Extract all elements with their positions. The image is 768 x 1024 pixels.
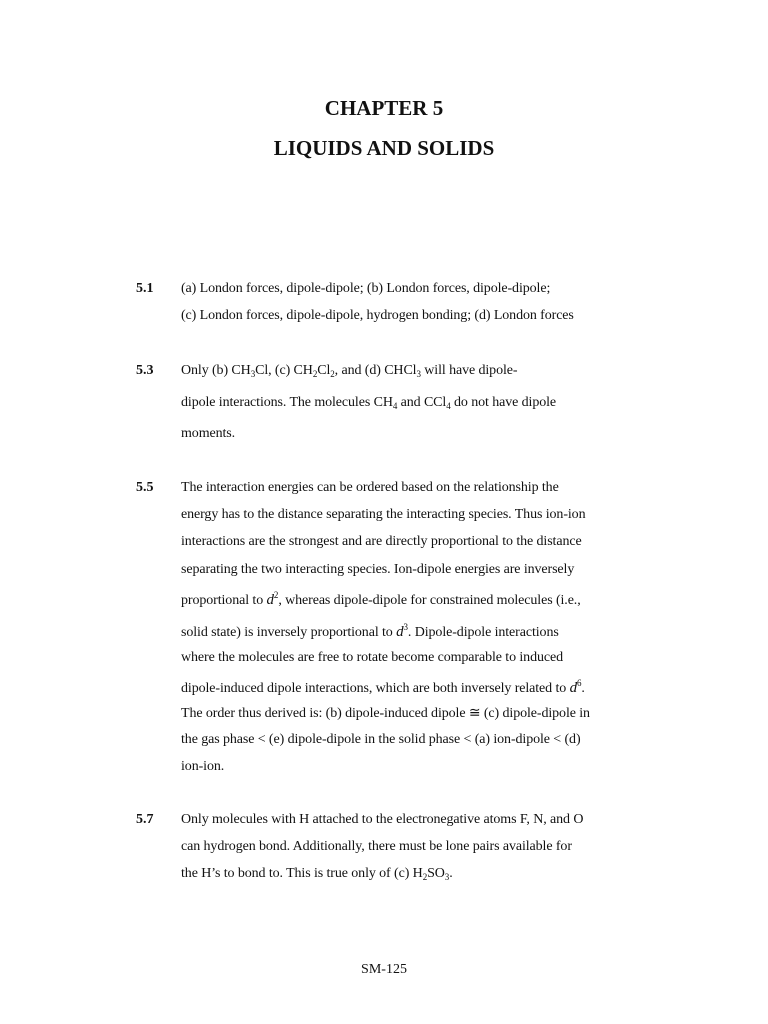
- problem-5-5-line-9: The order thus derived is: (b) dipole-induced dipole ≅ (c) dipole-dipole in: [181, 706, 590, 721]
- page-number: SM-125: [361, 962, 407, 977]
- problem-5-5-line-2: energy has to the distance separating the interacting species. Thus ion-ion: [181, 507, 586, 522]
- problem-5-1-line-1: (a) London forces, dipole-dipole; (b) London forces, dipole-dipole;: [181, 281, 551, 296]
- problem-5-3-line-2: dipole interactions. The molecules $CH_4$ and CCl$_4$ do not have dipole: [181, 395, 557, 411]
- problem-number: 5.5: [136, 480, 154, 495]
- problem-5-5-line-10: the gas phase < (e) dipole-dipole in the solid phase < (a) ion-dipole < (d): [181, 732, 581, 747]
- chapter-title: LIQUIDS AND SOLIDS: [273, 136, 495, 160]
- problem-number: 5.7: [136, 812, 154, 827]
- problem-5-5-line-8: dipole-induced dipole interactions, which are both inversely related to $d^6$.: [181, 678, 585, 696]
- problem-5-5-line-4: separating the two interacting species. Ion-dipole energies are inversely: [181, 562, 575, 577]
- problem-5-5-line-11: ion-ion.: [181, 759, 225, 774]
- problem-5-3-line-3: moments.: [181, 426, 236, 441]
- problem-5-7-line-2: can hydrogen bond. Additionally, there must be lone pairs available for: [181, 839, 572, 854]
- problem-5-7-line-1: Only molecules with H attached to the electronegative atoms F, N, and O: [181, 812, 584, 827]
- problem-5-5-line-3: interactions are the strongest and are directly proportional to the distance: [181, 534, 582, 549]
- problem-5-3-line-1: Only (b) $CH_3Cl$, (c) $CH_2Cl_2$, and (d) CHCl$_3$ will have dipole-: [181, 363, 518, 379]
- problem-5-7-line-3: the H’s to bond to. This is true only of (c) $H_2SO_3$.: [181, 866, 453, 882]
- problem-5-5-line-6: solid state) is inversely proportional to $d^3$. Dipole-dipole interactions: [181, 622, 559, 640]
- problem-number: 5.1: [136, 281, 154, 296]
- problem-number: 5.3: [136, 363, 154, 378]
- problem-5-5-line-1: The interaction energies can be ordered based on the relationship the: [181, 480, 559, 495]
- problem-5-5-line-5: proportional to $d^2$, whereas dipole-dipole for constrained molecules (i.e.,: [181, 590, 581, 608]
- problem-5-5-line-7: where the molecules are free to rotate become comparable to induced: [181, 650, 563, 665]
- problem-5-1-line-2: (c) London forces, dipole-dipole, hydrogen bonding; (d) London forces: [181, 308, 574, 323]
- chapter-number: CHAPTER 5: [324, 96, 444, 120]
